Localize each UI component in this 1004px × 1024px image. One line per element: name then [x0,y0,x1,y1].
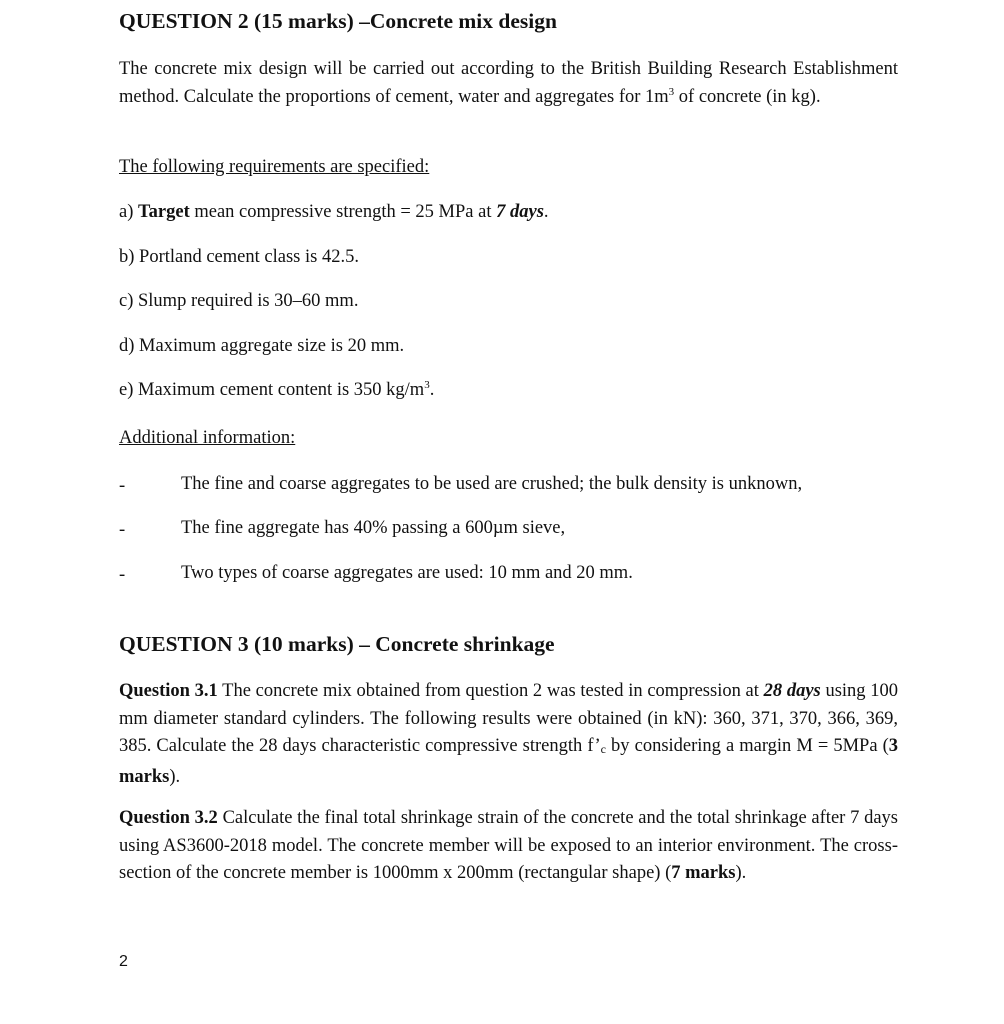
bullet-dash: - [119,476,126,496]
question-2-intro: The concrete mix design will be carried out according to the British Building Research Establishment method. Calculate the proportions of cement, water and aggregates for $1m^3$ of concrete (in kg). [119,59,898,107]
list-item: The fine aggregate has 40% passing a 600µm sieve, [181,518,566,538]
requirement-d: d) Maximum aggregate size is 20 mm. [119,336,405,356]
question-3-heading: QUESTION 3 (10 marks) – Concrete shrinkage [119,632,555,656]
bullet-dash: - [119,520,126,540]
requirement-a: a) Target mean compressive strength = 25 MPa at 7 days. [119,202,549,222]
requirement-c: c) Slump required is 30–60 mm. [119,291,359,311]
question-3-2: Question 3.2 Calculate the final total shrinkage strain of the concrete and the total shrinkage after 7 days using AS3600-2018 model. The concrete member will be exposed to an interior environment. The cross-section of the concrete member is 1000mm x 200mm (rectangular shape) (7 marks). [119,808,898,883]
page-number: 2 [119,953,128,970]
requirement-e: e) Maximum cement content is 350 $kg/m^3$. [119,378,435,400]
list-item: Two types of coarse aggregates are used: 10 mm and 20 mm. [181,563,633,583]
list-item: The fine and coarse aggregates to be used are crushed; the bulk density is unknown, [181,474,803,494]
bullet-dash: - [119,565,126,585]
question-3-1: Question 3.1 The concrete mix obtained from question 2 was tested in compression at 28 days using 100 mm diameter standard cylinders. The following results were obtained (in kN): 360, 371, 370, 366, 369, 385. Calculate the 28 days characteristic compressive strength f’c by considering a margin M = 5MPa (3 marks). [119,681,898,787]
requirement-b: b) Portland cement class is 42.5. [119,247,359,267]
additional-info-heading: Additional information: [119,428,296,448]
question-2-heading: QUESTION 2 (15 marks) –Concrete mix design [119,9,557,33]
requirements-heading: The following requirements are specified: [119,157,430,177]
